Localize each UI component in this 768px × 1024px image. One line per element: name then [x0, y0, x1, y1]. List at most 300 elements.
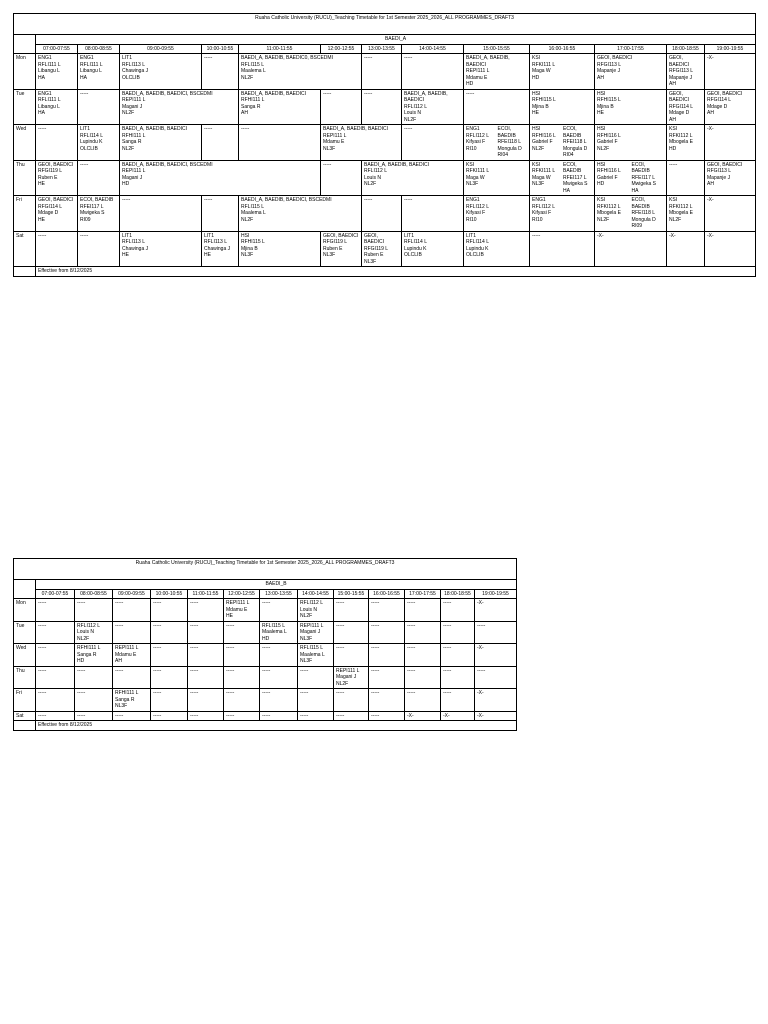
session-line: -X-	[707, 55, 714, 61]
session-line: -----	[262, 667, 271, 674]
session-line: LIT1	[122, 232, 133, 239]
timetable-cell	[405, 666, 441, 689]
session-line: RFGI114 L	[707, 97, 732, 103]
session-block	[632, 197, 665, 230]
session-line: Kifyasi F	[466, 210, 486, 216]
session-block	[597, 197, 630, 230]
timetable-cell	[188, 644, 224, 667]
session-line: Maalema L	[241, 210, 266, 216]
session-line: -----	[300, 712, 309, 719]
session-line: HSI	[597, 161, 606, 168]
day-row	[14, 711, 517, 721]
session-line: -----	[153, 690, 162, 696]
session-line: RFHI115 L	[597, 97, 621, 103]
session-line: -----	[190, 690, 199, 696]
session-line: RFLI115 L	[300, 645, 323, 651]
timetable-cell	[705, 196, 756, 232]
session-line: RFEI118 L	[497, 139, 522, 145]
session-line: NL3F	[364, 258, 377, 265]
session-line: GEOI, BAEDICI	[707, 90, 743, 97]
session-line: Chawinga J	[122, 245, 149, 252]
session-line: Ruben E	[323, 245, 343, 252]
session-block	[532, 162, 561, 195]
session-line: -----	[153, 645, 162, 651]
session-line: Louis N	[300, 606, 317, 613]
corner-cell	[14, 580, 36, 599]
session-line: ECOI, BAEDIB	[80, 197, 114, 203]
timetable-cell	[334, 621, 369, 644]
session-line: Mongula D	[497, 145, 522, 152]
session-line: Libangu L	[38, 68, 60, 74]
session-line: LIT1	[404, 232, 415, 239]
session-line: Chawinga J	[122, 68, 149, 74]
timetable-cell	[36, 231, 78, 267]
session-line: -----	[38, 622, 47, 629]
session-line: Mdamu E	[226, 606, 248, 613]
session-line: RFLI112 L	[466, 203, 489, 210]
session-line: RFLI112 L	[466, 132, 489, 139]
session-line: Mjina B	[597, 103, 614, 110]
day-row	[14, 196, 756, 232]
timetable-cell	[75, 711, 113, 721]
session-line: Mbogela E	[669, 210, 693, 216]
timetable-cell	[120, 89, 239, 125]
session-line: ECOI, BAEDIB	[563, 161, 582, 174]
footer-row	[14, 267, 756, 277]
day-row	[14, 621, 517, 644]
session-line: RFLI115 L	[262, 622, 285, 629]
session-line: HD	[122, 181, 130, 187]
timetable-cell	[441, 711, 475, 721]
session-line: NL2F	[404, 116, 417, 123]
session-line: Lupindu K	[404, 245, 427, 252]
timetable-cell	[667, 125, 705, 161]
session-line: -----	[241, 126, 250, 132]
timetable-body	[14, 54, 756, 277]
session-line: -----	[38, 645, 47, 651]
session-line: -----	[323, 90, 332, 97]
timetable-cell	[705, 160, 756, 196]
time-slot-header: 19:00-19:55	[475, 589, 517, 599]
time-slot-header: 12:00-12:55	[224, 589, 260, 599]
session-line: -----	[153, 622, 162, 629]
session-line: Mbogela E	[597, 210, 621, 216]
session-line: HD	[466, 81, 474, 87]
timetable-cell	[120, 125, 202, 161]
timetable-cell	[36, 711, 75, 721]
day-label: Tue	[14, 621, 36, 644]
session-line: Sanga R	[122, 139, 142, 145]
session-line: KSI	[532, 161, 541, 168]
session-line: RFLI112 L	[404, 103, 427, 110]
day-row	[14, 666, 517, 689]
timetable-cell	[188, 689, 224, 712]
time-slot-header: 18:00-18:55	[667, 44, 705, 54]
day-row	[14, 644, 517, 667]
session-line: NL2F	[364, 181, 377, 187]
session-line: -----	[77, 600, 86, 606]
session-line: -----	[153, 600, 162, 606]
session-line: RFEI117 L	[631, 174, 656, 181]
session-line: RFEI117 L	[80, 203, 104, 210]
session-line: -----	[262, 600, 271, 606]
session-block	[498, 126, 528, 159]
session-line: NL2F	[241, 74, 254, 81]
session-line: OLCLIB	[466, 252, 484, 258]
session-line: Lupindu K	[466, 245, 489, 252]
session-line: -----	[38, 712, 47, 719]
session-line: NL2F	[597, 216, 610, 223]
session-line: HSI	[532, 126, 541, 132]
session-line: RFKI112 L	[597, 203, 621, 210]
session-line: RI10	[466, 145, 477, 152]
session-line: KSI	[669, 126, 678, 132]
timetable-cell	[464, 89, 530, 125]
session-line: RFGI113 L	[597, 61, 622, 68]
time-slot-header: 14:00-14:55	[402, 44, 464, 54]
session-line: RI10	[532, 216, 543, 223]
session-line: -----	[336, 645, 345, 651]
session-line: GEOI, BAEDICI	[707, 161, 743, 168]
title-row	[14, 14, 756, 35]
session-line: -----	[77, 667, 86, 674]
timetable-cell	[36, 54, 78, 90]
timetable-cell	[113, 644, 151, 667]
session-line: GEOI, BAEDICI	[323, 232, 359, 239]
timetable-cell	[667, 89, 705, 125]
session-line: -----	[336, 712, 345, 719]
timetable-cell	[464, 160, 530, 196]
time-header-row	[14, 44, 756, 54]
session-line: HD	[532, 74, 540, 81]
session-line: HA	[631, 187, 639, 194]
session-line: -----	[443, 645, 452, 651]
timetable-cell	[202, 54, 239, 90]
session-line: -----	[122, 197, 131, 203]
session-line: HE	[38, 216, 45, 223]
session-line: RFEI117 L	[563, 174, 587, 181]
session-line: REPI111 L	[300, 622, 324, 629]
session-line: HA	[563, 187, 570, 194]
time-slot-header: 09:00-09:55	[113, 589, 151, 599]
session-line: ENG1	[38, 90, 52, 97]
timetable-cell	[120, 231, 202, 267]
timetable-cell	[224, 621, 260, 644]
session-line: RFHI116 L	[597, 168, 621, 174]
session-line: -----	[336, 622, 345, 629]
session-line: Maalema L	[262, 629, 287, 635]
session-line: Gabriel F	[532, 139, 553, 145]
session-line: -----	[443, 667, 452, 674]
timetable-cell	[402, 231, 464, 267]
session-line: -----	[407, 600, 416, 606]
time-header-row	[14, 589, 517, 599]
session-line: ECOI, BAEDIB	[631, 161, 650, 174]
timetable-cell	[260, 711, 298, 721]
timetable-cell	[188, 711, 224, 721]
session-line: NL3F	[532, 181, 545, 187]
day-row	[14, 89, 756, 125]
time-slot-header: 16:00-16:55	[369, 589, 405, 599]
session-line: KSI	[669, 197, 678, 203]
session-line: Sanga R	[115, 696, 135, 703]
session-line: -X-	[597, 232, 604, 239]
time-slot-header: 07:00-07:55	[36, 44, 78, 54]
timetable-cell	[595, 54, 667, 90]
time-slot-header: 17:00-17:55	[405, 589, 441, 599]
session-line: -X-	[477, 645, 484, 651]
timetable-cell	[75, 599, 113, 622]
session-line: -----	[38, 232, 47, 239]
cell-split	[597, 162, 664, 195]
session-line: LIT1	[466, 232, 477, 239]
session-line: Mbogela E	[669, 139, 693, 145]
timetable-cell	[188, 621, 224, 644]
session-line: HSI	[241, 232, 250, 239]
session-line: AH	[115, 658, 122, 664]
session-line: REPI111 L	[122, 168, 146, 174]
session-line: RFLI114 L	[404, 239, 427, 245]
session-line: Ruben E	[38, 174, 58, 181]
session-line: -----	[407, 667, 416, 674]
timetable-cell	[530, 54, 595, 90]
session-line: HA	[38, 74, 45, 81]
session-line: HSI	[532, 90, 541, 97]
session-line: -X-	[707, 232, 714, 239]
day-label: Fri	[14, 196, 36, 232]
session-line: Maga W	[532, 174, 551, 181]
timetable-cell	[151, 689, 188, 712]
session-line: NL2F	[597, 145, 610, 152]
session-line: AH	[707, 110, 714, 116]
session-line: Maalema L	[300, 651, 325, 658]
session-line: -----	[77, 690, 86, 696]
session-line: -----	[371, 645, 380, 651]
timetable-cell	[475, 689, 517, 712]
timetable-cell	[224, 599, 260, 622]
timetable-cell	[298, 599, 334, 622]
session-line: GEOI, BAEDICI	[669, 55, 690, 68]
timetable-cell	[298, 711, 334, 721]
timetable-cell	[151, 666, 188, 689]
timetable-cell	[369, 644, 405, 667]
session-line: -----	[300, 690, 309, 696]
session-line: Louis N	[364, 174, 381, 181]
session-line: -----	[190, 622, 199, 629]
session-line: -----	[38, 126, 47, 132]
session-line: RFGI119 L	[364, 245, 389, 252]
timetable-cell	[475, 599, 517, 622]
group-name: BAEDI_A	[36, 35, 756, 45]
session-block	[563, 162, 592, 195]
session-line: HSI	[597, 90, 606, 97]
session-line: HD	[597, 181, 605, 187]
session-line: RFLI114 L	[80, 132, 103, 139]
timetable-cell	[36, 196, 78, 232]
session-line: RFLI115 L	[241, 61, 264, 68]
session-line: RFLI113 L	[122, 61, 145, 68]
timetable-cell	[260, 689, 298, 712]
timetable-cell	[260, 644, 298, 667]
timetable-cell	[120, 160, 321, 196]
session-line: Kifyasi F	[466, 139, 486, 145]
session-line: -----	[407, 690, 416, 696]
session-line: -----	[364, 197, 373, 203]
session-line: RI04	[563, 152, 574, 158]
session-line: RFHI115 L	[241, 239, 265, 245]
session-line: -X-	[443, 712, 450, 719]
session-line: RFLI112 L	[364, 168, 387, 174]
timetable-cell	[705, 231, 756, 267]
timetable-cell	[405, 621, 441, 644]
session-line: -----	[80, 232, 89, 239]
session-line: -----	[190, 712, 199, 719]
timetable-cell	[239, 54, 362, 90]
timetable-cell	[595, 196, 667, 232]
session-line: NL3F	[300, 658, 313, 664]
effective-date: Effective from 8/12/2025	[36, 267, 756, 277]
session-line: NL2F	[300, 613, 313, 619]
session-line: -----	[404, 197, 413, 203]
session-line: Gabriel F	[597, 174, 618, 181]
session-line: BAEDI_A, BAEDIB, BAEDICI, BSCEDMI	[122, 161, 213, 168]
time-slot-header: 07:00-07:55	[36, 589, 75, 599]
session-line: HE	[38, 181, 45, 187]
session-line: REPI111 L	[336, 667, 360, 674]
timetable-cell	[369, 666, 405, 689]
session-line: Magani J	[122, 103, 143, 110]
session-line: NL3F	[323, 252, 336, 258]
timetable-cell	[402, 196, 464, 232]
session-line: RFGI119 L	[38, 168, 63, 174]
session-line: -----	[226, 622, 235, 629]
session-line: Maga W	[466, 174, 485, 181]
session-line: RFLI111 L	[38, 97, 61, 103]
timetable-cell	[441, 599, 475, 622]
session-line: Kifyasi F	[532, 210, 552, 216]
timetable-cell	[705, 89, 756, 125]
timetable-cell	[321, 231, 362, 267]
timetable-cell	[224, 644, 260, 667]
timetable-cell	[239, 196, 362, 232]
session-line: Sanga R	[77, 651, 97, 658]
session-line: BAEDI_A, BAEDIB, BAEDICI	[466, 55, 510, 68]
timetable-cell	[334, 689, 369, 712]
session-line: RFLI113 L	[122, 239, 145, 245]
day-label: Fri	[14, 689, 36, 712]
timetable-cell	[667, 160, 705, 196]
session-line: NL2F	[122, 110, 135, 116]
cell-split	[532, 162, 592, 195]
session-line: ENG1	[80, 55, 94, 61]
session-line: KSI	[466, 161, 475, 168]
session-line: Louis N	[77, 629, 94, 635]
timetable-cell	[362, 89, 402, 125]
timetable-cell	[151, 644, 188, 667]
timetable-cell	[362, 231, 402, 267]
session-line: Mapanje J	[707, 174, 731, 181]
session-line: -----	[443, 600, 452, 606]
session-line: RFHI111 L	[77, 645, 101, 651]
session-line: RFHI116 L	[597, 132, 621, 139]
session-line: Mongula D	[563, 145, 588, 152]
timetable-cell	[224, 711, 260, 721]
timetable-cell	[475, 666, 517, 689]
session-line: REPI111 L	[115, 645, 139, 651]
timetable-cell	[78, 196, 120, 232]
session-line: -----	[153, 667, 162, 674]
session-line: -----	[404, 55, 413, 61]
session-line: Mapanje J	[669, 74, 693, 81]
time-slot-header: 16:00-16:55	[530, 44, 595, 54]
session-block	[466, 126, 496, 159]
time-slot-header: 15:00-15:55	[334, 589, 369, 599]
session-line: -----	[190, 667, 199, 674]
group-row	[14, 35, 756, 45]
timetable-baedi-b	[13, 558, 517, 731]
day-row	[14, 125, 756, 161]
session-line: Mwigeka S	[563, 181, 588, 187]
timetable-cell	[113, 666, 151, 689]
session-line: REPI111 L	[226, 600, 250, 606]
session-block	[563, 126, 592, 159]
timetable-cell	[36, 644, 75, 667]
day-label: Mon	[14, 54, 36, 90]
session-line: REPI111 L	[323, 132, 347, 139]
session-line: -----	[669, 161, 678, 168]
session-line: RFGI119 L	[323, 239, 348, 245]
session-line: RFKI111 L	[466, 168, 490, 174]
timetable-cell	[464, 196, 530, 232]
session-line: HE	[597, 110, 604, 116]
session-line: HE	[226, 613, 233, 619]
session-block	[532, 126, 561, 159]
timetable-baedi-a	[13, 13, 756, 277]
timetable-cell	[595, 89, 667, 125]
day-label: Mon	[14, 599, 36, 622]
session-line: RFGI114 L	[669, 103, 694, 110]
session-line: NL2F	[669, 216, 682, 223]
timetable-cell	[705, 125, 756, 161]
session-line: -----	[38, 600, 47, 606]
timetable-cell	[75, 621, 113, 644]
session-line: Magani J	[122, 174, 143, 181]
session-line: RFEI118 L	[631, 210, 656, 216]
timetable-cell	[298, 666, 334, 689]
timetable-cell	[464, 54, 530, 90]
timetable-cell	[464, 231, 530, 267]
session-line: -----	[115, 622, 124, 629]
session-line: -----	[336, 600, 345, 606]
timetable-cell	[362, 160, 464, 196]
timetable-cell	[188, 666, 224, 689]
session-line: HD	[77, 658, 85, 664]
timetable-header	[14, 14, 756, 54]
session-line: RFKI112 L	[669, 132, 693, 139]
session-line: -----	[262, 712, 271, 719]
session-line: ECOI, BAEDIB	[563, 126, 582, 139]
session-line: -----	[77, 712, 86, 719]
timetable-cell	[464, 125, 530, 161]
session-line: RFKI111 L	[532, 168, 556, 174]
day-row	[14, 160, 756, 196]
session-line: RI04	[497, 152, 509, 158]
session-line: Gabriel F	[597, 139, 618, 145]
timetable-cell	[188, 599, 224, 622]
timetable-cell	[369, 711, 405, 721]
session-line: -----	[80, 161, 89, 168]
session-line: Mdamu E	[323, 139, 345, 145]
